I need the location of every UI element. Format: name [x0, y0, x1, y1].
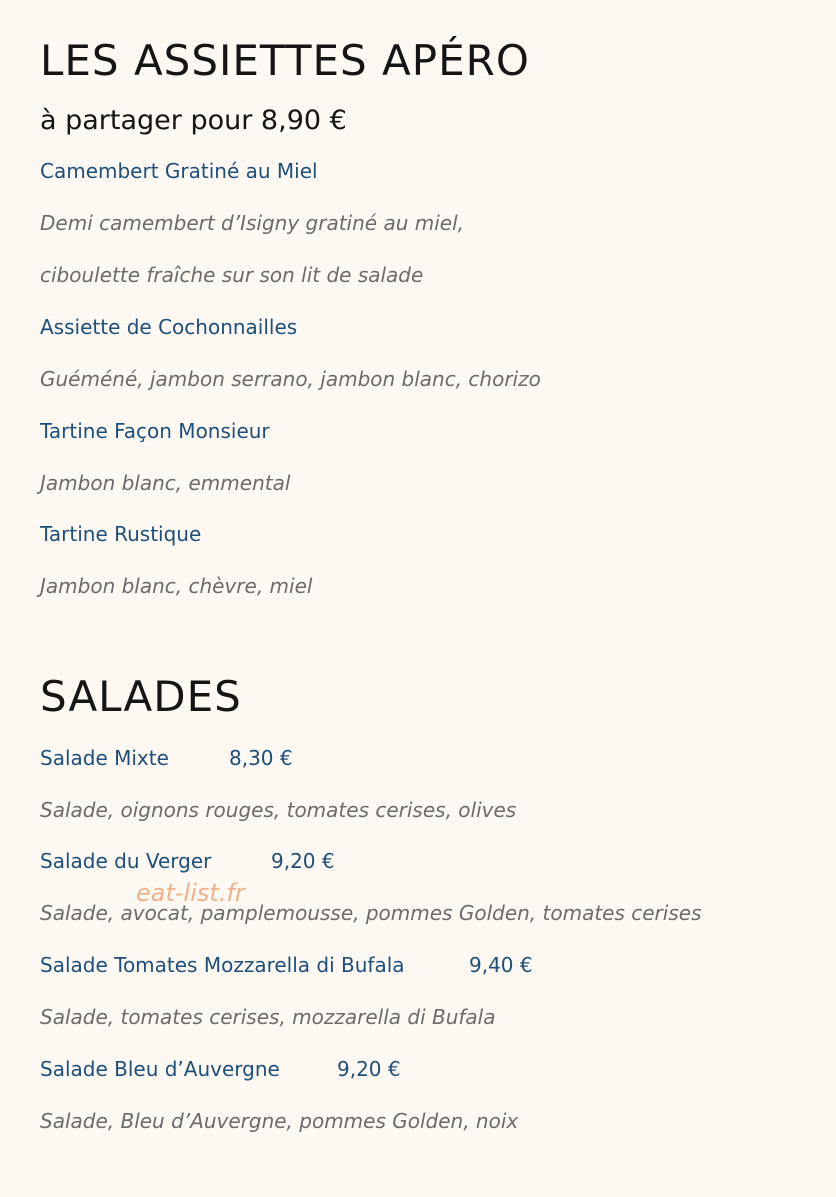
- salades-section-title: SALADES: [40, 672, 242, 721]
- menu-item-name: Salade Bleu d’Auvergne: [40, 1057, 280, 1081]
- menu-item-name: Salade Mixte: [40, 746, 169, 770]
- menu-item-price: 9,20 €: [337, 1057, 401, 1081]
- menu-item-name: Salade Tomates Mozzarella di Bufala: [40, 953, 405, 977]
- menu-item-description: Jambon blanc, emmental: [40, 471, 291, 495]
- menu-item-name: Tartine Rustique: [40, 522, 202, 546]
- aperitif-subtitle: à partager pour 8,90 €: [40, 105, 347, 136]
- menu-item-name: Tartine Façon Monsieur: [40, 419, 270, 443]
- menu-item-name: Camembert Gratiné au Miel: [40, 159, 318, 183]
- watermark: eat-list.fr: [136, 879, 245, 907]
- menu-item-description: Salade, oignons rouges, tomates cerises, olives: [40, 798, 517, 822]
- aperitif-section-title: LES ASSIETTES APÉRO: [40, 36, 530, 85]
- menu-item-name: Assiette de Cochonnailles: [40, 315, 298, 339]
- menu-item-price: 9,20 €: [271, 849, 335, 873]
- menu-item-price: 8,30 €: [229, 746, 293, 770]
- menu-item-price: 9,40 €: [469, 953, 533, 977]
- menu-item-description: Salade, avocat, pamplemousse, pommes Golden, tomates cerises: [40, 901, 702, 925]
- menu-item-description: Salade, Bleu d’Auvergne, pommes Golden, noix: [40, 1109, 519, 1133]
- menu-item-description: Jambon blanc, chèvre, miel: [40, 574, 313, 598]
- menu-item-name: Salade du Verger: [40, 849, 212, 873]
- menu-item-description: Demi camembert d’Isigny gratiné au miel,: [40, 211, 464, 235]
- menu-item-description: ciboulette fraîche sur son lit de salade: [40, 263, 424, 287]
- menu-item-description: Salade, tomates cerises, mozzarella di Bufala: [40, 1005, 496, 1029]
- menu-item-description: Guéméné, jambon serrano, jambon blanc, chorizo: [40, 367, 541, 391]
